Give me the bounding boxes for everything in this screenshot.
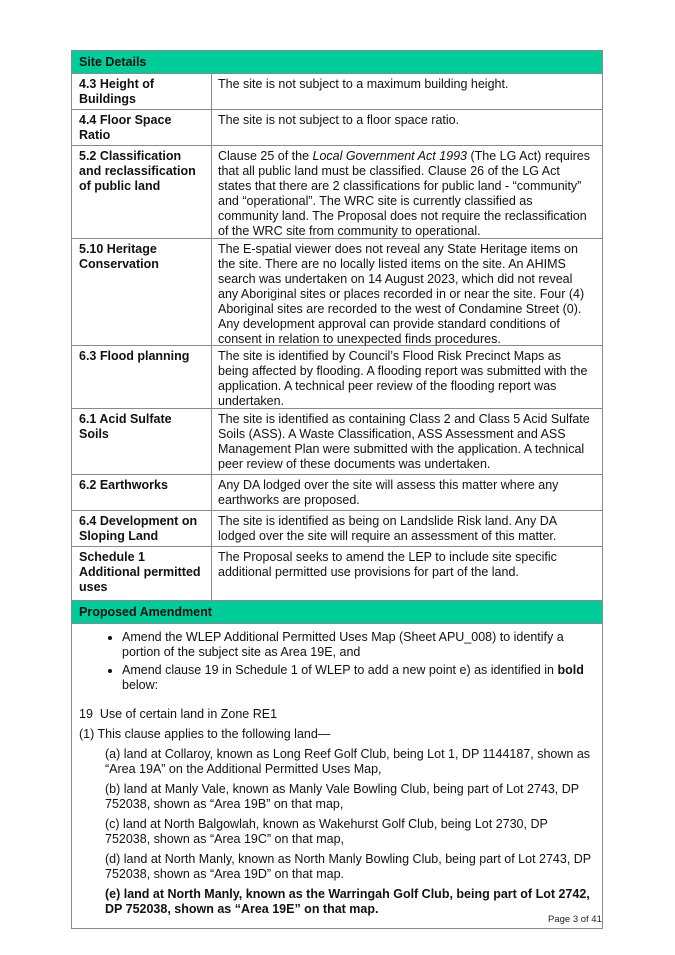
row-value: Any DA lodged over the site will assess this matter where any earthworks are proposed.: [218, 478, 559, 507]
clause-item: (d) land at North Manly, known as North Manly Bowling Club, being part of Lot 2743, DP 752038, shown as “Area 19D” on that map.: [105, 852, 591, 881]
row-label: 6.4 Development on Sloping Land: [72, 511, 212, 546]
row-value: [212, 146, 602, 238]
bullet-text: Amend clause 19 in Schedule 1 of WLEP to add a new point e) as identified in: [122, 663, 558, 677]
bullet-item: • Amend the WLEP Additional Permitted Uses Map (Sheet APU_008) to identify a portion of the subject site as Area 19E, and: [122, 630, 595, 660]
row-value: The site is identified as containing Class 2 and Class 5 Acid Sulfate Soils (ASS). A Waste Classification, ASS Assessment and ASS Management Plan were submitted with the application. A technical peer review of these documents was undertaken.: [218, 412, 590, 471]
row-value: The E-spatial viewer does not reveal any State Heritage items on the site. There are no locally listed items on the site. An AHIMS search was undertaken on 14 August 2023, which did not reveal any Aboriginal sites or places recorded in or near the site. Four (4) Aboriginal sites are recorded to the west of Condamine Street (0). Any development approval can provide standard conditions of consent in relation to unexpected finds procedures.: [218, 242, 585, 346]
table-row: [72, 346, 602, 409]
proposed-amendment-body: [72, 624, 602, 928]
row-value: The site is identified by Council’s Flood Risk Precinct Maps as being affected by flooding. A flooding report was submitted with the application. A technical peer review of the flooding report was undertaken.: [218, 349, 588, 408]
amendment-bullets: [79, 630, 595, 693]
row-label: 6.1 Acid Sulfate Soils: [72, 409, 212, 474]
bullet-text: below:: [122, 678, 159, 692]
proposed-amendment-header: Proposed Amendment: [72, 601, 602, 624]
table-row: [72, 74, 602, 110]
row-label: 5.10 Heritage Conservation: [72, 239, 212, 345]
clause-item: (c) land at North Balgowlah, known as Wakehurst Golf Club, being Lot 2730, DP 752038, shown as “Area 19C” on that map,: [105, 817, 548, 846]
table-row: [72, 146, 602, 239]
clause-item: (b) land at Manly Vale, known as Manly Vale Bowling Club, being part of Lot 2743, DP 752038, shown as “Area 19B” on that map,: [105, 782, 579, 811]
row-label: 6.3 Flood planning: [72, 346, 212, 408]
value-text: Clause 25 of the: [218, 149, 313, 163]
table-row: [72, 547, 602, 601]
row-label: 6.2 Earthworks: [72, 475, 212, 510]
row-value: The Proposal seeks to amend the LEP to include site specific additional permitted use provisions for part of the land.: [218, 550, 557, 579]
act-name: Local Government Act 1993: [312, 149, 468, 163]
row-label: Schedule 1 Additional permitted uses: [72, 547, 212, 600]
bullet-bold-text: bold: [557, 663, 584, 677]
page-number: Page 3 of 41: [548, 914, 602, 925]
table-row: [72, 409, 602, 475]
clause-intro: (1) This clause applies to the following land—: [79, 727, 331, 741]
row-label: 5.2 Classification and reclassification of public land: [72, 146, 212, 238]
clause-title: 19 Use of certain land in Zone RE1: [79, 707, 278, 721]
site-details-header: Site Details: [72, 51, 602, 74]
row-value: The site is not subject to a maximum building height.: [218, 77, 509, 91]
table-row: [72, 110, 602, 146]
site-details-table: [71, 50, 603, 929]
table-row: [72, 511, 602, 547]
table-row: [72, 239, 602, 346]
bullet-item: [122, 663, 595, 693]
row-label: 4.3 Height of Buildings: [72, 74, 212, 109]
clause-item-new: (e) land at North Manly, known as the Warringah Golf Club, being part of Lot 2742, DP 752038, shown as “Area 19E” on that map.: [105, 887, 590, 916]
row-value: The site is identified as being on Landslide Risk land. Any DA lodged over the site will require an assessment of this matter.: [218, 514, 557, 543]
row-value: The site is not subject to a floor space ratio.: [218, 113, 460, 127]
value-text: (The LG Act) requires that all public land must be classified. Clause 26 of the LG Act states that there are 2 classifications for public land - “community” and “operational”. The WRC site is currently classified as community land. The Proposal does not require the reclassification of the WRC site from community to operational.: [218, 149, 590, 238]
row-label: 4.4 Floor Space Ratio: [72, 110, 212, 145]
table-row: [72, 475, 602, 511]
clause-item: (a) land at Collaroy, known as Long Reef Golf Club, being Lot 1, DP 1144187, shown as “Area 19A” on the Additional Permitted Uses Map,: [105, 747, 591, 776]
